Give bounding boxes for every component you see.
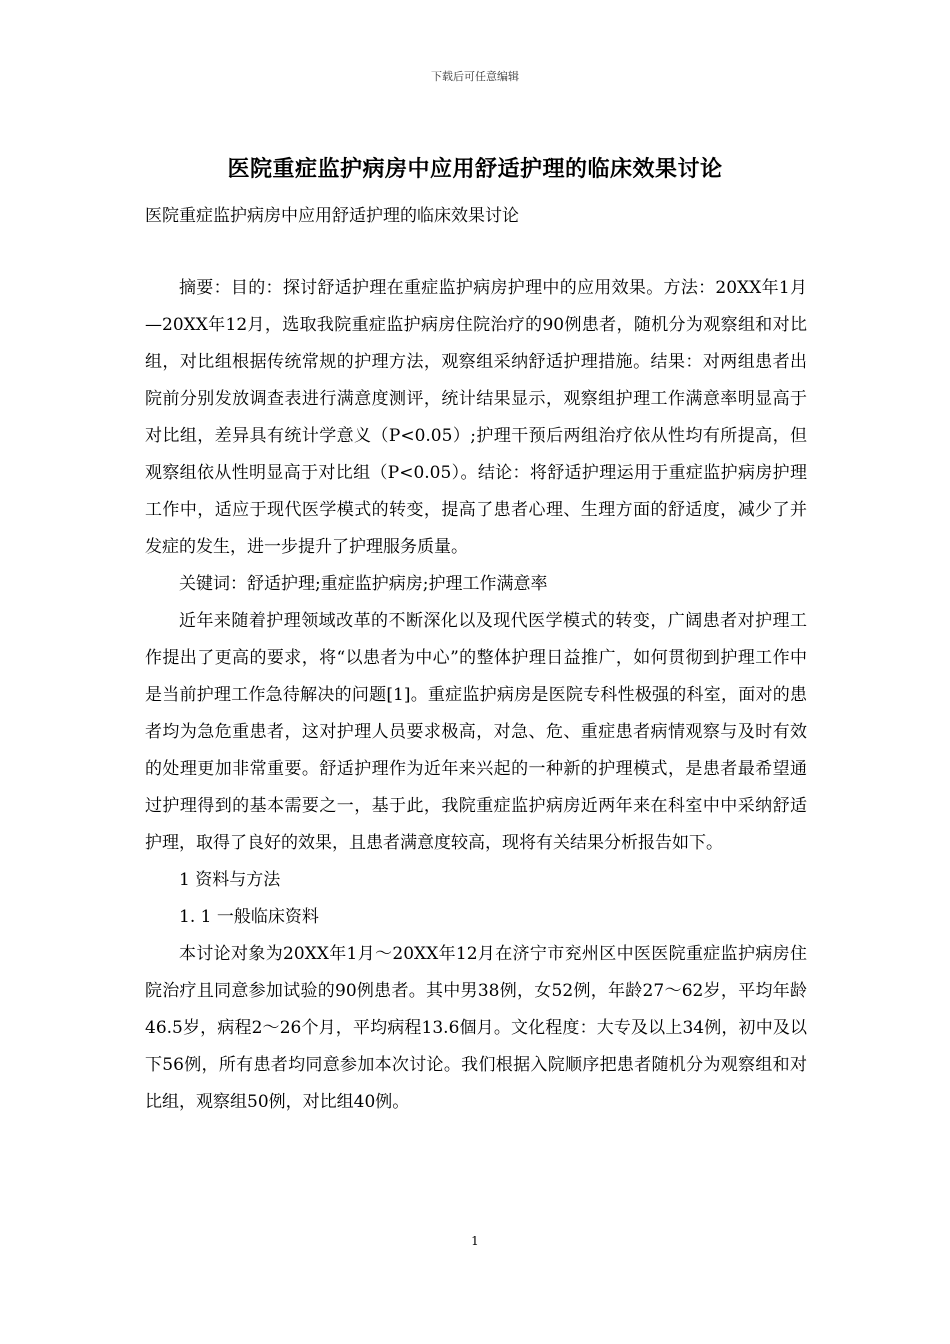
- introduction-paragraph: 近年来随着护理领域改革的不断深化以及现代医学模式的转变，广阔患者对护理工作提出了更高的要求，将“以患者为中心”的整体护理日益推广，如何贯彻到护理工作中是当前护理工作急待解决的问题[1]。重症监护病房是医院专科性极强的科室，面对的患者均为急危重患者，这对护理人员要求极高，对急、危、重症患者病情观察与及时有效的处理更加非常重要。舒适护理作为近年来兴起的一种新的护理模式，是患者最希望通过护理得到的基本需要之一，基于此，我院重症监护病房近两年来在科室中中采纳舒适护理，取得了良好的效果，且患者满意度较高，现将有关结果分析报告如下。: [145, 611, 807, 853]
- header-note: 下载后可任意编辑: [431, 70, 519, 83]
- section-heading-materials-methods: 1 资料与方法: [179, 870, 281, 890]
- document-body: [145, 270, 807, 1121]
- clinical-data-paragraph: 本讨论对象为20XX年1月～20XX年12月在济宁市兖州区中医医院重症监护病房住院治疗且同意参加试验的90例患者。其中男38例，女52例，年龄27～62岁，平均年龄46.5岁，病程2～26个月，平均病程13.6個月。文化程度：大专及以上34例，初中及以下56例，所有患者均同意参加本次讨论。我们根据入院顺序把患者随机分为观察组和对比组，观察组50例，对比组40例。: [145, 944, 808, 1112]
- page-number: 1: [471, 1234, 479, 1248]
- subsection-heading-clinical-data: 1. 1 一般临床资料: [179, 907, 319, 927]
- abstract-paragraph: 摘要：目的：探讨舒适护理在重症监护病房护理中的应用效果。方法：20XX年1月—20XX年12月，选取我院重症监护病房住院治疗的90例患者，随机分为观察组和对比组，对比组根据传统常规的护理方法，观察组采纳舒适护理措施。结果：对两组患者出院前分别发放调查表进行满意度测评，统计结果显示，观察组护理工作满意率明显高于对比组，差异具有统计学意义（P<0.05）;护理干预后两组治疗依从性均有所提高，但观察组依从性明显高于对比组（P<0.05）。结论：将舒适护理运用于重症监护病房护理工作中，适应于现代医学模式的转变，提高了患者心理、生理方面的舒适度，减少了并发症的发生，进一步提升了护理服务质量。: [145, 278, 807, 557]
- keywords-paragraph: 关键词：舒适护理;重症监护病房;护理工作满意率: [179, 574, 548, 594]
- document-subtitle: 医院重症监护病房中应用舒适护理的临床效果讨论: [145, 206, 519, 226]
- document-title: 医院重症监护病房中应用舒适护理的临床效果讨论: [227, 157, 723, 182]
